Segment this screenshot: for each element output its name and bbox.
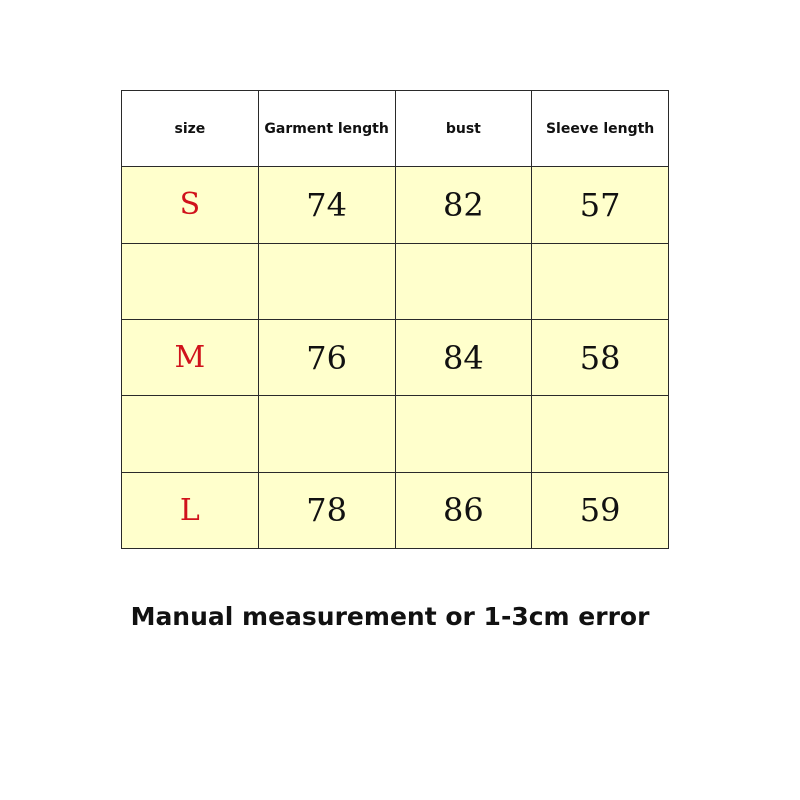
measurement-note: Manual measurement or 1-3cm error xyxy=(130,602,650,631)
bust-cell: 86 xyxy=(395,472,532,548)
sleeve-length-cell xyxy=(532,396,669,472)
garment-length-cell: 76 xyxy=(258,319,395,395)
sleeve-length-cell xyxy=(532,243,669,319)
sleeve-length-cell: 59 xyxy=(532,472,669,548)
bust-cell xyxy=(395,243,532,319)
size-chart-table xyxy=(121,90,669,549)
size-cell: L xyxy=(122,472,259,548)
sleeve-length-cell: 58 xyxy=(532,319,669,395)
bust-cell xyxy=(395,396,532,472)
header-garment-length: Garment length xyxy=(258,91,395,167)
table-row-empty xyxy=(122,243,669,319)
table-row-empty xyxy=(122,396,669,472)
header-size: size xyxy=(122,91,259,167)
size-cell: M xyxy=(122,319,259,395)
table-row-s xyxy=(122,167,669,243)
header-bust: bust xyxy=(395,91,532,167)
garment-length-cell xyxy=(258,243,395,319)
size-cell xyxy=(122,243,259,319)
table-row-l xyxy=(122,472,669,548)
table-row-m xyxy=(122,319,669,395)
table-header-row xyxy=(122,91,669,167)
garment-length-cell: 78 xyxy=(258,472,395,548)
size-cell: S xyxy=(122,167,259,243)
bust-cell: 84 xyxy=(395,319,532,395)
sleeve-length-cell: 57 xyxy=(532,167,669,243)
bust-cell: 82 xyxy=(395,167,532,243)
header-sleeve-length: Sleeve length xyxy=(532,91,669,167)
garment-length-cell: 74 xyxy=(258,167,395,243)
garment-length-cell xyxy=(258,396,395,472)
size-cell xyxy=(122,396,259,472)
